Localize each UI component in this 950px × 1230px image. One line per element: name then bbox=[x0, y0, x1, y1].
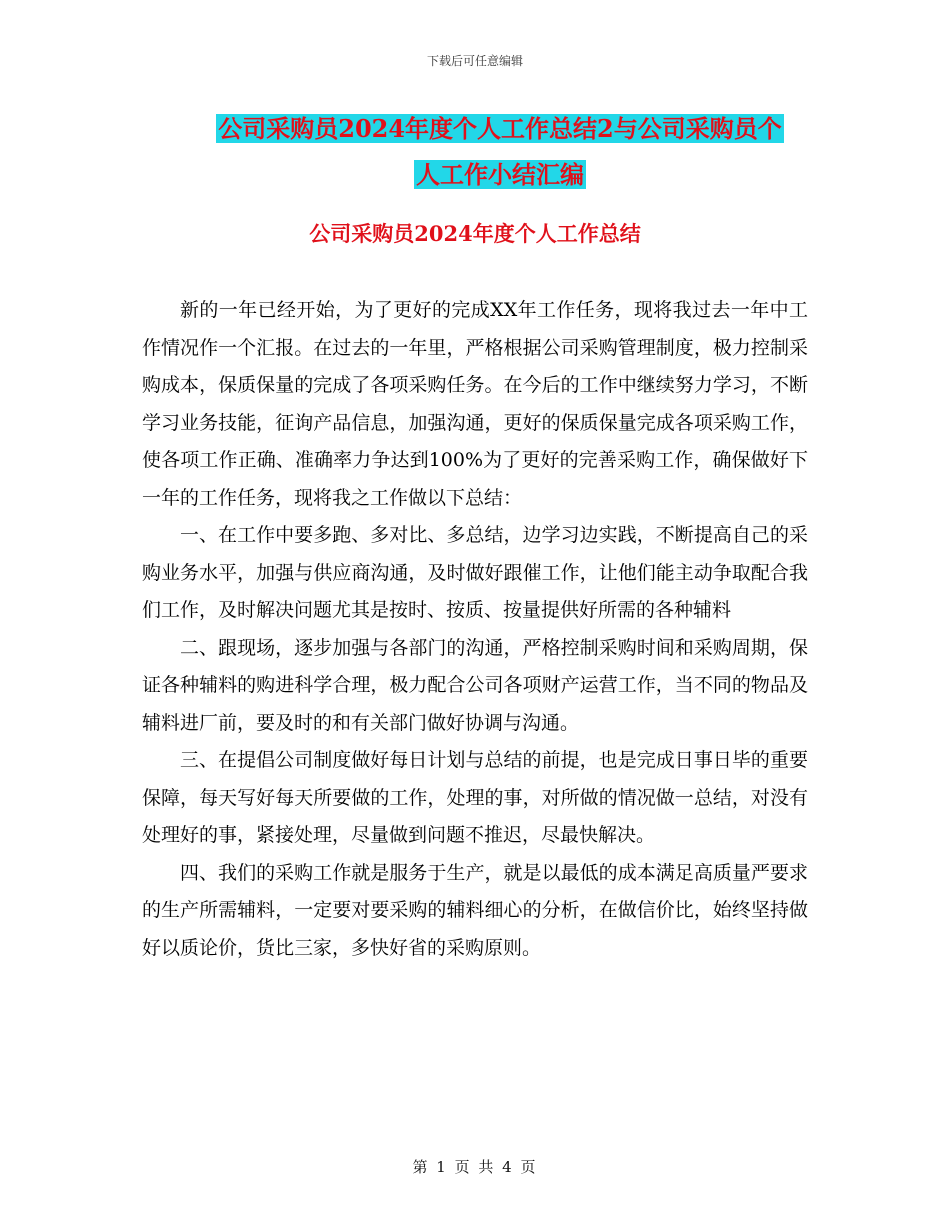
document-title-line-1: 公司采购员2024年度个人工作总结2与公司采购员个 bbox=[218, 114, 782, 143]
paragraph-point-2: 二、跟现场，逐步加强与各部门的沟通，严格控制采购时间和采购周期，保证各种辅料的购进科学合理，极力配合公司各项财产运营工作，当不同的物品及辅料进厂前，要及时的和有关部门做好协调与沟通。 bbox=[142, 636, 808, 734]
paragraph-intro: 新的一年已经开始，为了更好的完成XX年工作任务，现将我过去一年中工作情况作一个汇报。在过去的一年里，严格根据公司采购管理制度，极力控制采购成本，保质保量的完成了各项采购任务。在今后的工作中继续努力学习，不断学习业务技能，征询产品信息，加强沟通，更好的保质保量完成各项采购工作，使各项工作正确、准确率力争达到100%为了更好的完善采购工作，确保做好下一年的工作任务，现将我之工作做以下总结： bbox=[142, 299, 808, 509]
document-title-line-2: 人工作小结汇编 bbox=[416, 160, 584, 189]
paragraph-point-1: 一、在工作中要多跑、多对比、多总结，边学习边实践，不断提高自己的采购业务水平，加强与供应商沟通，及时做好跟催工作，让他们能主动争取配合我们工作，及时解决问题尤其是按时、按质、按量提供好所需的各种辅料 bbox=[142, 524, 808, 621]
paragraph-point-3: 三、在提倡公司制度做好每日计划与总结的前提，也是完成日事日毕的重要保障，每天写好每天所要做的工作，处理的事，对所做的情况做一总结，对没有处理好的事，紧接处理，尽量做到问题不推迟，尽最快解决。 bbox=[142, 749, 808, 846]
paragraph-point-4: 四、我们的采购工作就是服务于生产，就是以最低的成本满足高质量严要求的生产所需辅料，一定要对要采购的辅料细心的分析，在做信价比，始终坚持做好以质论价，货比三家，多快好省的采购原则。 bbox=[142, 861, 808, 959]
document-title bbox=[140, 106, 860, 198]
section-title: 公司采购员2024年度个人工作总结 bbox=[309, 221, 641, 246]
page-footer: 第 1 页 共 4 页 bbox=[412, 1158, 538, 1176]
header-note: 下载后可任意编辑 bbox=[426, 54, 523, 68]
body-text bbox=[142, 292, 808, 967]
